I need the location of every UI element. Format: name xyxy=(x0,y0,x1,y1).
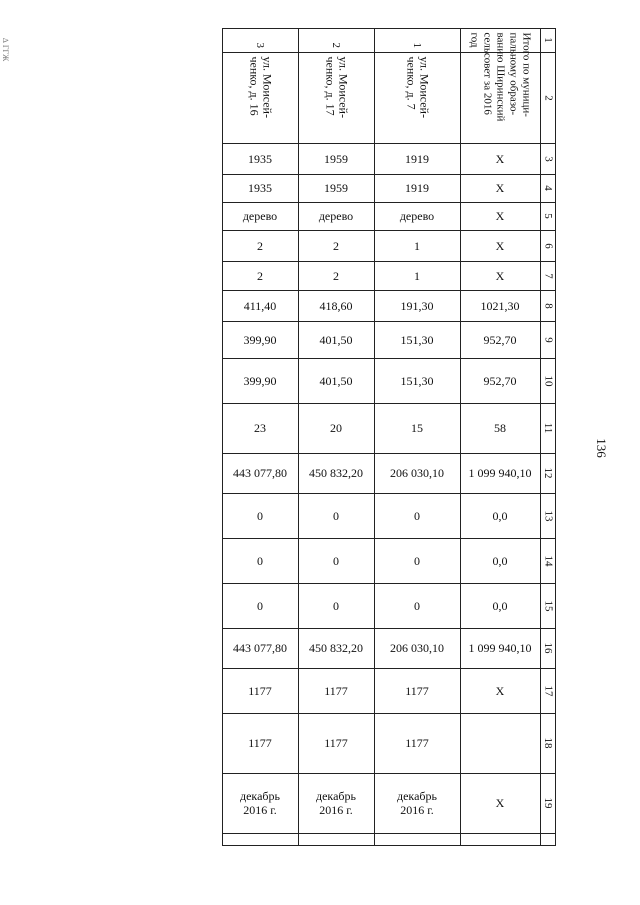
row-number: 10 xyxy=(542,375,555,386)
row-number: 14 xyxy=(542,555,555,566)
cell-building-1: 1177 xyxy=(405,736,429,750)
cell-building-3: 0 xyxy=(257,508,263,523)
corner-mark: ∆ ГГЖ xyxy=(1,38,10,62)
cell-building-2: 450 832,20 xyxy=(309,466,363,480)
page-number: 136 xyxy=(593,438,609,458)
row-number: 11 xyxy=(542,422,555,434)
header-building-address: ул. Моисей- ченко, д. 17 xyxy=(323,56,350,118)
header-total-label: Итого по муници- пальному образо- ванию Ширинский сельсовет за 2016 год xyxy=(468,32,533,121)
cell-building-3: 399,90 xyxy=(243,332,277,347)
row-number: 8 xyxy=(542,302,555,309)
cell-building-1: 191,30 xyxy=(400,298,434,313)
cell-building-2: 1959 xyxy=(324,181,348,195)
cell-building-1: 0 xyxy=(414,508,420,523)
row-number: 16 xyxy=(542,642,555,654)
table-row-line xyxy=(222,845,556,846)
cell-building-2: 0 xyxy=(333,508,339,523)
cell-building-1: 0 xyxy=(414,553,420,568)
table-col-line xyxy=(555,28,556,846)
cell-building-1: 1 xyxy=(414,268,420,283)
cell-building-2: 1177 xyxy=(324,736,348,750)
cell-building-3: 1935 xyxy=(248,151,272,166)
cell-building-1: декабрь 2016 г. xyxy=(397,789,437,817)
cell-total: Х xyxy=(495,796,505,810)
cell-total: 1021,30 xyxy=(480,298,520,313)
row-number: 12 xyxy=(542,467,555,479)
cell-building-3: 0 xyxy=(257,598,263,613)
cell-building-3: 411,40 xyxy=(243,298,277,313)
cell-building-1: 1 xyxy=(414,238,420,253)
table-row-line xyxy=(222,833,556,834)
table-col-line xyxy=(540,28,541,846)
header-building-address: ул. Моисей- ченко, д. 16 xyxy=(247,56,274,118)
cell-building-1: 151,30 xyxy=(400,373,434,388)
row-number: 17 xyxy=(542,685,555,696)
cell-building-3: 443 077,80 xyxy=(233,466,287,480)
cell-total: 0,0 xyxy=(492,508,508,523)
row-number: 19 xyxy=(542,797,555,809)
cell-building-2: 2 xyxy=(333,238,339,253)
cell-total: Х xyxy=(495,151,505,166)
cell-total: Х xyxy=(495,181,505,195)
cell-building-1: 206 030,10 xyxy=(390,641,444,655)
header-building-num: 3 xyxy=(254,42,267,48)
row-number: 6 xyxy=(542,242,555,249)
cell-building-3: 1935 xyxy=(248,181,272,195)
cell-building-2: 0 xyxy=(333,553,339,568)
cell-building-1: дерево xyxy=(399,209,435,223)
cell-building-2: декабрь 2016 г. xyxy=(316,789,356,817)
cell-building-2: дерево xyxy=(318,209,354,223)
row-number: 9 xyxy=(542,336,555,343)
cell-building-3: 2 xyxy=(257,268,263,283)
row-number: 13 xyxy=(542,510,555,521)
row-number: 4 xyxy=(542,185,555,191)
cell-total: Х xyxy=(495,683,505,698)
cell-building-3: 2 xyxy=(257,238,263,253)
cell-building-3: 1177 xyxy=(248,683,272,698)
cell-building-3: дерево xyxy=(242,209,278,223)
cell-building-1: 0 xyxy=(414,598,420,613)
cell-building-1: 15 xyxy=(411,421,423,435)
header-building-num: 1 xyxy=(411,42,424,48)
cell-building-3: декабрь 2016 г. xyxy=(240,789,280,817)
cell-building-1: 1919 xyxy=(405,181,429,195)
cell-building-3: 443 077,80 xyxy=(233,641,287,655)
cell-total: 952,70 xyxy=(483,332,517,347)
cell-building-3: 0 xyxy=(257,553,263,568)
cell-building-2: 1177 xyxy=(324,683,348,698)
row-number: 3 xyxy=(542,155,555,162)
cell-building-1: 1177 xyxy=(405,683,429,698)
cell-total: 1 099 940,10 xyxy=(468,466,532,480)
header-colnum: 1 xyxy=(542,37,555,43)
cell-building-3: 399,90 xyxy=(243,373,277,388)
cell-building-2: 1959 xyxy=(324,151,348,166)
header-colnum: 2 xyxy=(542,94,555,101)
cell-total xyxy=(460,713,540,773)
cell-building-2: 2 xyxy=(333,268,339,283)
cell-building-1: 1919 xyxy=(405,151,429,166)
cell-total: Х xyxy=(495,209,505,223)
cell-building-2: 401,50 xyxy=(319,373,353,388)
row-number: 5 xyxy=(542,213,555,219)
cell-total: 952,70 xyxy=(483,373,517,388)
cell-building-2: 20 xyxy=(330,421,342,435)
row-number: 18 xyxy=(542,737,555,749)
cell-total: 58 xyxy=(494,421,506,435)
row-number: 15 xyxy=(542,600,555,611)
cell-building-1: 206 030,10 xyxy=(390,466,444,480)
cell-building-3: 1177 xyxy=(248,736,272,750)
cell-building-2: 418,60 xyxy=(319,298,353,313)
cell-building-2: 401,50 xyxy=(319,332,353,347)
cell-building-2: 450 832,20 xyxy=(309,641,363,655)
cell-building-2: 0 xyxy=(333,598,339,613)
cell-total: 0,0 xyxy=(492,598,508,613)
header-building-address: ул. Моисей- ченко, д. 7 xyxy=(404,56,431,118)
table-row-line xyxy=(222,28,556,29)
row-number: 7 xyxy=(542,272,555,279)
cell-total: 0,0 xyxy=(492,553,508,568)
header-building-num: 2 xyxy=(330,42,343,48)
cell-total: 1 099 940,10 xyxy=(468,641,532,655)
data-table xyxy=(222,28,556,846)
cell-building-3: 23 xyxy=(254,421,266,435)
cell-total: Х xyxy=(495,238,505,253)
cell-total: Х xyxy=(495,268,505,283)
cell-building-1: 151,30 xyxy=(400,332,434,347)
